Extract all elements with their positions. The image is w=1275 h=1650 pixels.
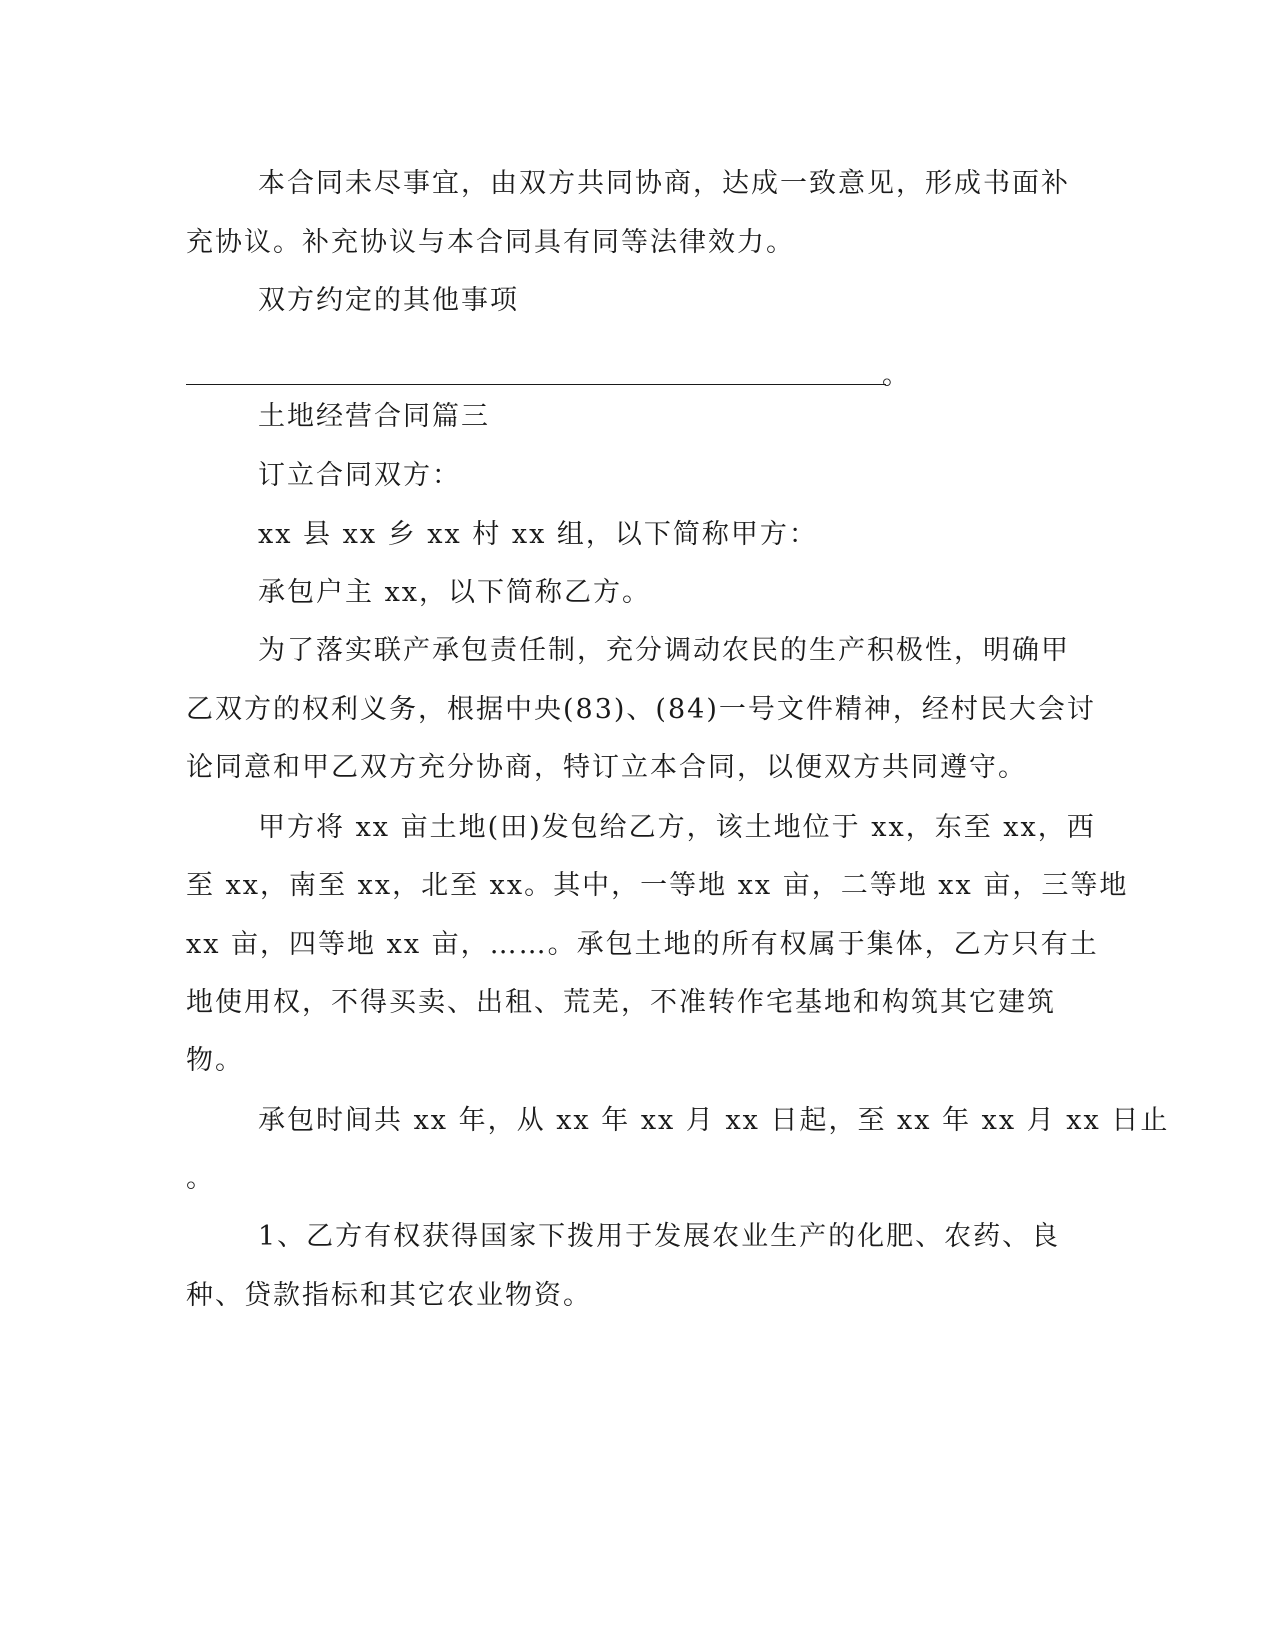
- paragraph-line: 乙双方的权利义务，根据中央(83)、(84)一号文件精神，经村民大会讨: [186, 694, 1096, 725]
- paragraph-line: 承包时间共 xx 年，从 xx 年 xx 月 xx 日起，至 xx 年 xx 月 xx 日止: [258, 1105, 1170, 1136]
- paragraph-line: 充协议。补充协议与本合同具有同等法律效力。: [186, 227, 795, 258]
- paragraph-line: 为了落实联产承包责任制，充分调动农民的生产积极性，明确甲: [258, 635, 1070, 666]
- paragraph-line: 1、乙方有权获得国家下拨用于发展农业生产的化肥、农药、良: [258, 1221, 1061, 1252]
- paragraph-line: 物。: [186, 1045, 244, 1076]
- paragraph-line: 甲方将 xx 亩土地(田)发包给乙方，该土地位于 xx，东至 xx，西: [258, 812, 1096, 843]
- paragraph-line: 本合同未尽事宜，由双方共同协商，达成一致意见，形成书面补: [258, 168, 1070, 199]
- paragraph-line: 订立合同双方：: [258, 460, 461, 491]
- paragraph-line: 承包户主 xx，以下简称乙方。: [258, 577, 652, 608]
- paragraph-line: 双方约定的其他事项: [258, 285, 519, 316]
- paragraph-line: 地使用权，不得买卖、出租、荒芜，不准转作宅基地和构筑其它建筑: [186, 987, 1056, 1018]
- paragraph-line: xx 县 xx 乡 xx 村 xx 组，以下简称甲方：: [258, 519, 818, 550]
- paragraph-line: 。: [186, 1163, 215, 1194]
- blank-line-period: 。: [882, 360, 909, 391]
- paragraph-line: 论同意和甲乙双方充分协商，特订立本合同，以便双方共同遵守。: [186, 752, 1027, 783]
- paragraph-line: xx 亩，四等地 xx 亩，……。承包土地的所有权属于集体，乙方只有土: [186, 929, 1099, 960]
- section-title: 土地经营合同篇三: [258, 401, 490, 432]
- paragraph-line: 种、贷款指标和其它农业物资。: [186, 1280, 592, 1311]
- fill-in-blank-line: [186, 384, 886, 385]
- paragraph-line: 至 xx，南至 xx，北至 xx。其中，一等地 xx 亩，二等地 xx 亩，三等地: [186, 870, 1129, 901]
